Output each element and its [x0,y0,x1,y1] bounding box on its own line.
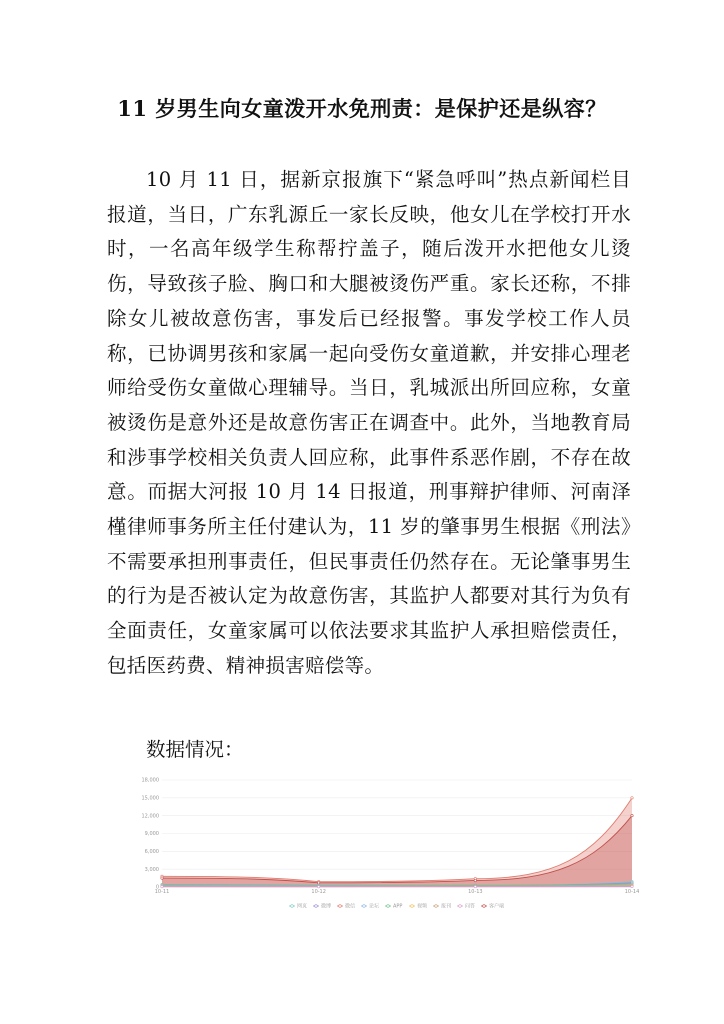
series-point-8-1 [317,882,319,884]
y-tick-label: 0 [155,884,159,891]
legend-item [361,903,380,910]
data-section-label: 数据情况： [146,738,244,761]
legend-swatch-dot [483,905,486,908]
legend-label: 论坛 [369,903,380,910]
legend-item [385,904,402,910]
legend-item [409,903,428,910]
y-tick-label: 3,000 [144,866,159,873]
y-tick-label: 18,000 [141,777,159,784]
series-point-7-2 [474,885,476,887]
legend-swatch-dot [315,905,318,908]
x-tick-label: 10-14 [624,889,640,895]
y-tick-label: 12,000 [141,813,159,820]
legend-item [313,903,331,910]
legend-label: 客户端 [489,903,505,910]
trend-chart-svg [140,770,640,915]
series-point-7-1 [317,886,319,888]
legend-label: 问答 [465,903,476,910]
legend-swatch-dot [291,905,294,908]
x-tick-label: 10-12 [311,889,326,895]
legend-item [433,903,451,910]
article-title: 11 岁男生向女童泼开水免刑责：是保护还是纵容？ [117,96,607,121]
legend-swatch-dot [459,905,462,908]
series-point-8-3 [631,814,633,816]
series-point-2-3 [631,797,633,799]
legend-label: 视频 [417,903,428,910]
series-point-7-0 [161,886,163,888]
legend-item [481,903,504,910]
series-point-8-2 [474,879,476,881]
legend-item [457,903,475,910]
series-point-7-3 [631,885,633,887]
legend-label: 微博 [321,903,332,910]
legend-swatch-dot [363,905,366,908]
legend-label: 微信 [345,903,356,910]
y-tick-label: 6,000 [144,848,159,855]
legend-item [289,903,307,910]
legend-swatch-dot [411,905,414,908]
x-tick-label: 10-13 [468,889,483,895]
legend-swatch-dot [435,905,438,908]
legend-item [337,903,355,910]
legend-swatch-dot [339,905,342,908]
legend-label: APP [393,903,403,910]
legend-swatch-dot [387,905,390,908]
series-point-8-0 [161,877,163,879]
legend-label: 报刊 [441,903,452,910]
legend-label: 网页 [297,903,308,910]
trend-chart [140,770,640,915]
article-body: 10 月 11 日，据新京报旗下“紧急呼叫”热点新闻栏目报道，当日，广东乳源丘一家长反映，他女儿在学校打开水时，一名高年级学生称帮拧盖子，随后泼开水把他女儿烫伤，导致孩子脸、胸口和大腿被烫伤严重。家长还称，不排除女儿被故意伤害，事发后已经报警。事发学校工作人员称，已协调男孩和家属一起向受伤女童道歉，并安排心理老师给受伤女童做心理辅导。当日，乳城派出所回应称，女童被烫伤是意外还是故意伤害正在调查中。此外，当地教育局和涉事学校相关负责人回应称，此事件系恶作剧，不存在故意。而据大河报 10 月 14 日报道，刑事辩护律师、河南泽槿律师事务所主任付建认为，11 岁的肇事男生根据《刑法》不需要承担刑事责任，但民事责任仍然存在。无论肇事男生的行为是否被认定为故意伤害，其监护人都要对其行为负有全面责任，女童家属可以依法要求其监护人承担赔偿责任，包括医药费、精神损害赔偿等。 [107,168,631,677]
y-tick-label: 9,000 [144,831,159,838]
y-tick-label: 15,000 [141,795,159,802]
x-tick-label: 10-11 [154,889,170,895]
